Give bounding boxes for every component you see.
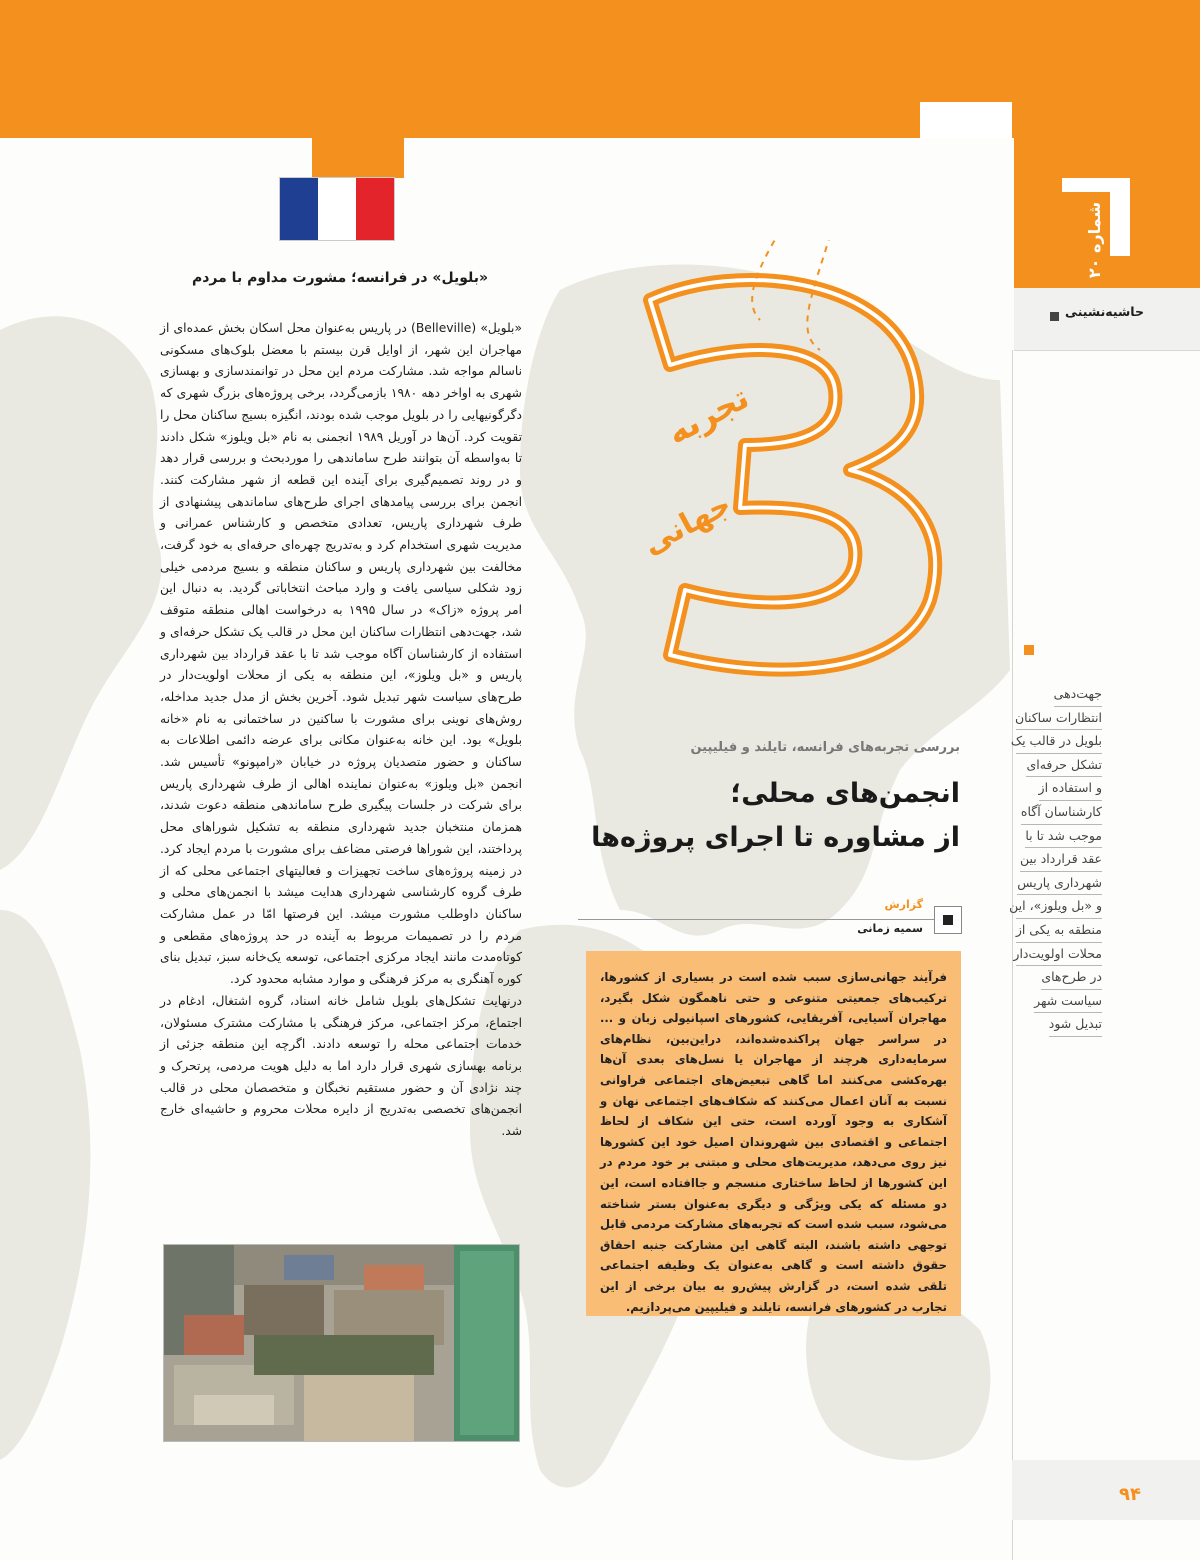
pullquote-line: کارشناسان آگاه xyxy=(1021,801,1102,825)
byline-rule xyxy=(578,919,940,920)
article-type: گزارش xyxy=(884,898,923,911)
pullquote-line: محلات اولویت‌دار xyxy=(1016,943,1102,967)
page-number: ۹۴ xyxy=(1119,1484,1141,1505)
flag-blue-stripe xyxy=(280,178,318,240)
article-author: سمیه زمانی xyxy=(857,922,923,935)
flag-red-stripe xyxy=(356,178,394,240)
pullquote-line: تشکل حرفه‌ای xyxy=(1026,754,1102,778)
article-title xyxy=(560,772,960,860)
pullquote-line: جهت‌دهی xyxy=(1054,683,1102,707)
pullquote-line: شهرداری پاریس xyxy=(1017,872,1102,896)
article-title-line-1: انجمن‌های محلی؛ xyxy=(730,778,960,809)
pullquote-line: و «بل ویلوز»، این xyxy=(1016,895,1102,919)
flag-white-stripe xyxy=(318,178,356,240)
pullquote-line: منطقه به یکی از xyxy=(1016,919,1102,943)
header-white-strip xyxy=(920,102,1012,138)
paris-section-heading: «بلویل» در فرانسه؛ مشورت مداوم با مردم xyxy=(191,270,489,286)
header-notch-fill xyxy=(938,0,1012,102)
pullquote-line: در طرح‌های xyxy=(1041,966,1102,990)
france-flag xyxy=(280,178,394,240)
footer-sidebar-block xyxy=(1012,1460,1200,1520)
magazine-logo xyxy=(1050,178,1140,278)
header-right-block xyxy=(1012,0,1200,138)
section-label: حاشیه‌نشینی xyxy=(1065,304,1144,319)
paris-paragraph-2: درنهایت تشکل‌های بلویل شامل خانه اسناد، گروه اشتغال، ادغام در اجتماع، مرکز اجتماعی، مرکز فرهنگی با مشارکت مشترک مسئولان، خدمات اجتماعی محله را توسعه دادند. اگرچه این منطقه جزئی از برنامه بهسازی شهری قرار دارد اما به دلیل هویت مردمی، پرتحرک و چند نژادی آن و حضور مستقیم نخبگان و متخصصان محلی در قالب انجمن‌های تخصصی به‌تدریج از دایره محلات محروم و حاشیه‌ای خارج شد. xyxy=(160,993,522,1139)
svg-text:تجربه: تجربه xyxy=(660,377,756,453)
pullquote-line: سیاست شهر xyxy=(1034,990,1102,1014)
pullquote-line: موجب شد تا با xyxy=(1025,825,1102,849)
flag-tab xyxy=(312,138,404,178)
paris-paragraph-1: «بلویل» (Belleville) در پاریس به‌عنوان محل اسکان بخش عمده‌ای از مهاجران این شهر، از اوایل قرن بیستم با معضل بلوک‌های مسکونی ناسالم مواجه شد. مشارکت مردم این محل در توانمندسازی و بهسازی شهری به اواخر دهه ۱۹۸۰ بازمی‌گردد، برخی پروژه‌های بزرگ شهری که دگرگونیهایی را در بلویل موجب شده بودند، انگیزه بسیج ساکنان محل را تقویت کرد. آن‌ها در آوریل ۱۹۸۹ انجمنی به نام «بل ویلوز» شکل دادند تا به‌واسطه آن بتوانند طرح ساماندهی را مورد‌بحث و بررسی قرار دهد و در روند تصمیم‌گیری برای آینده این قطعه از شهر مشارکت کنند. انجمن برای بررسی پیامدهای اجرای طرح‌های ساماندهی پیشنهادی از طرف شهرداری پاریس، تعدادی متخصص و کارشناس عمرانی و مدیریت شهری استخدام کرد و به‌تدریج چهره‌ای حرفه‌ای به خود گرفت، مخالفت بین شهرداری پاریس و ساکنان منطقه و بسیج مردمی خیلی زود شکلی سیاسی یافت و وارد مباحث انتخاباتی گردید. به دنبال این امر پروژه «زاک» در سال ۱۹۹۵ به درخواست اهالی منطقه متوقف شد، جهت‌دهی انتظارات ساکنان این محل در قالب یک تشکل حرفه‌ای و استفاده از کارشناسان آگاه موجب شد تا با عقد قرارداد بین شهرداری پاریس و «بل ویلوز»، این منطقه به یکی از محلات اولویت‌دار در طرح‌های سیاست شهر تبدیل شود. آخرین بخش از مدل جدید مداخله، روش‌های نوینی برای مشورت با ساکنین در ساختمانی به نام «خانه بلویل» بود. این خانه به‌عنوان مکانی برای عرضه دائمی اطلاعات به ساکنان و حضور متصدیان پروژه در خیابان «رامپونو» تأسیس شد. انجمن «بل ویلوز» به‌عنوان نماینده اهالی از طرف شهرداری پاریس برای شرکت در جلسات پیگیری طرح ساماندهی منطقه دعوت شدند، همزمان منتخبان جدید شهرداری منطقه به تشکیل شوراهای محل پرداختند، این شوراها فرصتی مضاعف برای مشورت با مردم ایجاد کرد. در زمینه پروژه‌های ساخت تجهیزات و فعالیتهای اجتماعی محلی که از طرف گروه کارشناسی شهرداری هدایت میشد با انجمن‌های محلی و ساکنان داوطلب مشورت میشد. این فرصتها امّا در عمل مشارکت مردم را در تصمیمات مربوط به آینده در حد پروژه‌های مقطعی و کوتاه‌مدت مانند ایجاد مرکزی اجتماعی، توسعه یک‌خانه سبز، تبدیل بنای کوره آهنگری به مرکز فرهنگی و موارد مشابه محدود کرد. xyxy=(160,321,523,987)
paris-section-body xyxy=(160,318,522,1143)
header-band xyxy=(0,0,1012,138)
lead-text: فرآیند جهانی‌سازی سبب شده است در بسیاری از کشورها، ترکیب‌های جمعیتی متنوعی و حتی ناهمگون شکل بگیرد، مهاجران آسیایی، آفریقایی، کشورهای اسپانیولی زبان و ... در سراسر جهان پراکنده‌شده‌اند، دراین‌بین، نظام‌های سرمایه‌داری هرچند از مهاجران یا نسل‌های بعدی آن‌ها بهره‌کشی می‌کنند اما گاهی تبعیض‌های اجتماعی فراوانی نسبت به آنان اعمال می‌کنند که شکاف‌های اجتماعی نهان و آشکاری به وجود آورده است، حتی این شکاف از لحاظ اجتماعی و اقتصادی بین شهروندان اصیل خود این کشورها نیز روی می‌دهد، مدیریت‌های محلی و مبتنی بر خود مردم در این کشورها از لحاظ ساختاری منسجم و جاافتاده است، این دو مسئله که یکی ویژگی و دیگری به‌عنوان بستر شناخته می‌شود، سبب شده است که تجربه‌های مشارکت مردمی قابل توجهی داشته باشند، البته گاهی این مشارکت جنبه احقاق حقوق داشته است و گاهی به‌عنوان یک وظیفه اجتماعی تلقی شده است، در گزارش پیش‌رو به بیان برخی از این تجارب در کشورهای فرانسه، تایلند و فیلیپین می‌پردازیم. xyxy=(600,970,947,1314)
pullquote-line: عقد قرارداد بین xyxy=(1020,848,1102,872)
svg-text:شماره ۲۰: شماره ۲۰ xyxy=(1085,201,1104,278)
article-title-line-2: از مشاوره تا اجرای پروژه‌ها xyxy=(591,822,960,853)
section-tab xyxy=(1014,288,1200,351)
byline-square-icon xyxy=(934,906,962,934)
pullquote-marker xyxy=(1024,645,1034,655)
svg-text:جهانی: جهانی xyxy=(637,486,738,563)
pullquote xyxy=(1009,683,1102,1037)
pullquote-line: تبدیل شود xyxy=(1049,1013,1102,1037)
slum-rooftops-photo xyxy=(163,1244,520,1442)
pullquote-line: بلویل در قالب یک xyxy=(1016,730,1102,754)
three-global-experiences-logo xyxy=(590,240,970,680)
pullquote-line: و استفاده از xyxy=(1039,777,1102,801)
pullquote-line: انتظارات ساکنان xyxy=(1016,707,1102,731)
article-kicker: بررسی تجربه‌های فرانسه، تایلند و فیلیپین xyxy=(690,740,960,755)
lead-box xyxy=(586,951,961,1316)
